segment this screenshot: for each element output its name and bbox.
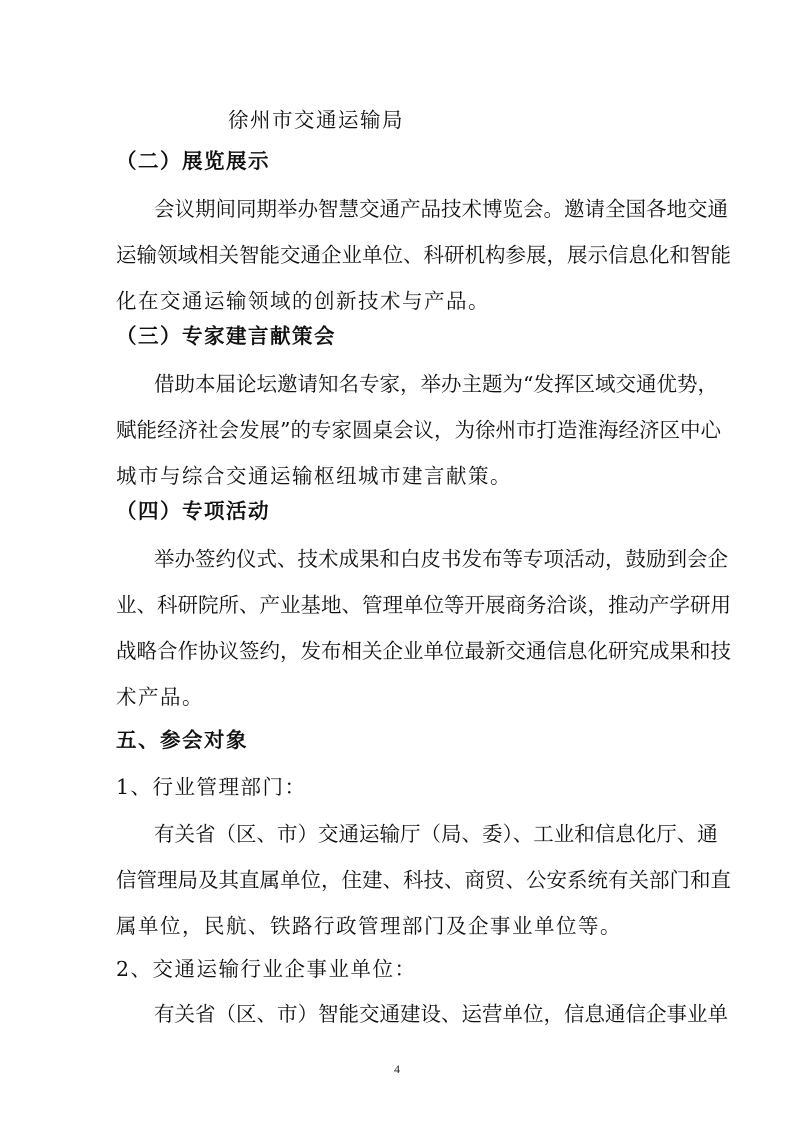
section-heading-special: （四）专项活动 [116, 499, 270, 523]
paragraph-line: 借助本届论坛邀请知名专家，举办主题为“发挥区域交通优势， [154, 372, 718, 396]
organization-line: 徐州市交通运输局 [228, 108, 404, 132]
paragraph-line: 举办签约仪式、技术成果和白皮书发布等专项活动，鼓励到会企 [154, 547, 728, 571]
section-heading-exhibition: （二）展览展示 [116, 149, 270, 173]
section-heading-participants: 五、参会对象 [116, 728, 248, 752]
paragraph-line: 属单位，民航、铁路行政管理部门及企事业单位等。 [116, 914, 622, 938]
paragraph-line: 运输领域相关智能交通企业单位、科研机构参展，展示信息化和智能 [116, 243, 731, 267]
paragraph-line: 战略合作协议签约，发布相关企业单位最新交通信息化研究成果和技 [116, 639, 731, 663]
paragraph-line: 术产品。 [116, 685, 204, 709]
paragraph-line: 信管理局及其直属单位，住建、科技、商贸、公安系统有关部门和直 [116, 868, 731, 892]
paragraph-line: 化在交通运输领域的创新技术与产品。 [116, 289, 490, 313]
paragraph-line: 有关省（区、市）智能交通建设、运营单位，信息通信企事业单 [154, 1002, 728, 1026]
paragraph-line: 会议期间同期举办智慧交通产品技术博览会。邀请全国各地交通 [154, 197, 728, 221]
section-heading-expert: （三）专家建言献策会 [116, 324, 336, 348]
paragraph-line: 业、科研院所、产业基地、管理单位等开展商务洽谈，推动产学研用 [116, 593, 731, 617]
paragraph-line: 有关省（区、市）交通运输厅（局、委）、工业和信息化厅、通 [154, 822, 718, 846]
list-item-title: 2、交通运输行业企事业单位： [116, 957, 417, 981]
list-item-title: 1、行业管理部门： [116, 775, 307, 799]
page-number: 4 [394, 1062, 400, 1076]
paragraph-line: 城市与综合交通运输枢纽城市建言献策。 [116, 464, 512, 488]
paragraph-line: 赋能经济社会发展”的专家圆桌会议，为徐州市打造淮海经济区中心 [116, 418, 721, 442]
